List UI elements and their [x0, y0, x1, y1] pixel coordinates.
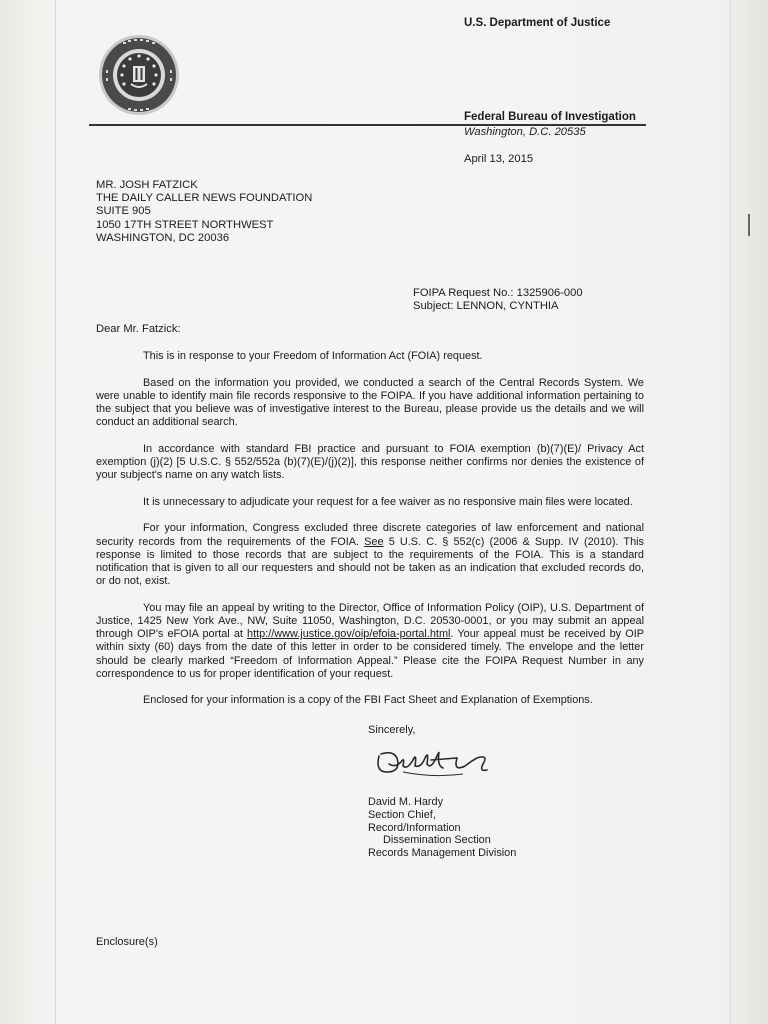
request-reference	[413, 287, 583, 314]
paragraph-6-text-b: . Your appeal must be received by OIP within sixty (60) days from the date of this letter in order to be considered timely. The envelope and the letter should be clearly marked “Freedom of Information Appeal.” Please cite the FOIPA Request Number in any correspondence to us for proper identification of your request.	[96, 628, 644, 680]
paragraph-4: It is unnecessary to adjudicate your request for a fee waiver as no responsive main files were located.	[143, 495, 633, 508]
page-fold-right	[730, 0, 731, 1024]
paragraph-5	[96, 522, 644, 588]
see-citation: See	[364, 535, 384, 548]
recipient-line: 1050 17TH STREET NORTHWEST	[96, 218, 274, 231]
signer-unit: Record/Information	[368, 821, 461, 834]
request-number: FOIPA Request No.: 1325906-000	[413, 287, 583, 299]
recipient-line: MR. JOSH FATZICK	[96, 179, 198, 191]
recipient-line: THE DAILY CALLER NEWS FOUNDATION	[96, 192, 313, 205]
paragraph-7: Enclosed for your information is a copy of the FBI Fact Sheet and Explanation of Exemptions.	[143, 694, 593, 707]
letter-body	[96, 350, 644, 721]
recipient-line: SUITE 905	[96, 205, 151, 218]
fbi-seal-icon	[98, 34, 180, 116]
signer-name: David M. Hardy	[368, 796, 444, 808]
letter-date: April 13, 2015	[464, 153, 534, 165]
department-name: U.S. Department of Justice	[464, 17, 611, 29]
signature-block	[368, 796, 516, 860]
recipient-address	[96, 179, 312, 245]
paragraph-5-text-a: For your information, Congress excluded three discrete categories of law enforcement and national security records from the requirements of the FOIA.	[96, 522, 644, 548]
paragraph-3: In accordance with standard FBI practice and pursuant to FOIA exemption (b)(7)(E)/ Privacy Act exemption (j)(2) [5 U.S.C. § 552/552a (b)(7)(E)/(j)(2)], this response neither confirms nor denies the existence of your subject's name on any watch lists.	[96, 442, 644, 482]
request-subject: Subject: LENNON, CYNTHIA	[413, 300, 559, 313]
enclosure-note: Enclosure(s)	[96, 936, 158, 948]
paragraph-6-text-a: You may file an appeal by writing to the Director, Office of Information Policy (OIP), U.S. Department of Justice, 1425 New York Ave., NW, Suite 11050, Washington, D.C. 20530-0001, or you may submit an appeal through OIP's eFOIA portal at	[96, 601, 644, 641]
paragraph-2: Based on the information you provided, we conducted a search of the Central Records System. We were unable to identify main file records responsive to the FOIPA. If you have additional information pertaining to the subject that you believe was of investigative interest to the Bureau, please provide us the details and we will conduct an additional search.	[96, 376, 644, 429]
bureau-name: Federal Bureau of Investigation	[464, 111, 636, 123]
signature-icon	[373, 742, 499, 780]
recipient-line: WASHINGTON, DC 20036	[96, 231, 230, 244]
edge-mark	[748, 214, 750, 236]
closing: Sincerely,	[368, 724, 416, 736]
page-fold-left	[55, 0, 56, 1024]
signer-unit-2: Dissemination Section	[383, 834, 491, 847]
signer-title: Section Chief,	[368, 808, 436, 821]
bureau-location: Washington, D.C. 20535	[464, 126, 586, 138]
paragraph-1: This is in response to your Freedom of Information Act (FOIA) request.	[143, 350, 483, 362]
paragraph-5-text-b: 5 U.S. C. § 552(c) (2006 & Supp. IV (2010). This response is limited to those records that are subject to the requirements of the FOIA. This is a standard notification that is given to all our requesters and should not be taken as an indication that excluded records do, or do not, exist.	[96, 535, 644, 588]
paragraph-6	[96, 602, 644, 681]
salutation: Dear Mr. Fatzick:	[96, 323, 181, 335]
signer-division: Records Management Division	[368, 847, 517, 860]
efoia-portal-link[interactable]: http://www.justice.gov/oip/efoia-portal.html	[247, 628, 451, 641]
